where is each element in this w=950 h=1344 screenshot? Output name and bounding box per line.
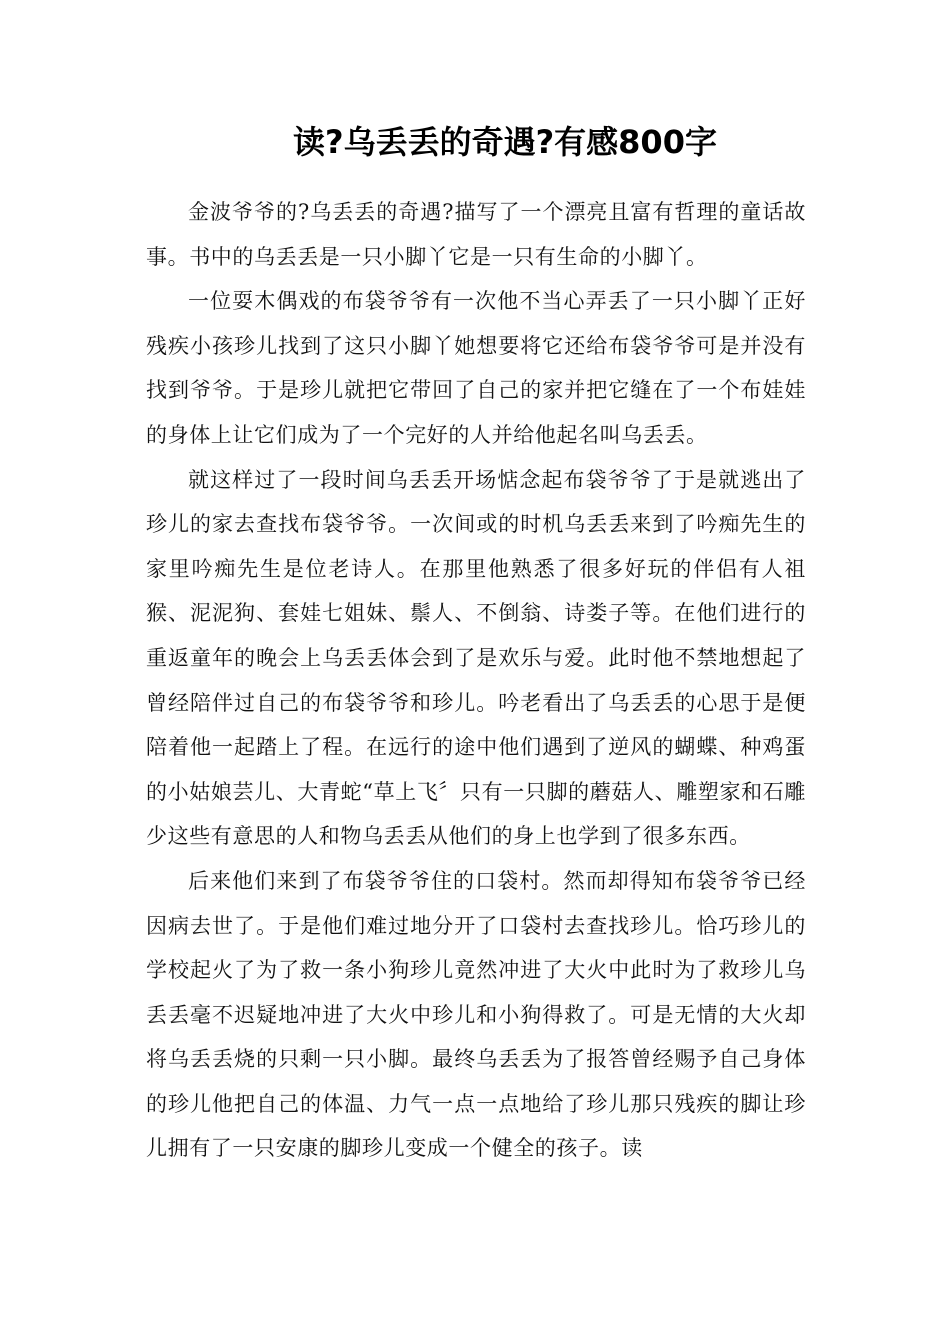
paragraph: 金波爷爷的?乌丢丢的奇遇?描写了一个漂亮且富有哲理的童话故事。书中的乌丢丢是一只小脚丫它是一只有生命的小脚丫。 [146, 200, 806, 269]
document-title: 读?乌丢丢的奇遇?有感800字 [293, 123, 717, 161]
paragraph: 就这样过了一段时间乌丢丢开场惦念起布袋爷爷了于是就逃出了珍儿的家去查找布袋爷爷。一次间或的时机乌丢丢来到了吟痴先生的家里吟痴先生是位老诗人。在那里他熟悉了很多好玩的伴侣有人祖猴、泥泥狗、套娃七姐妹、鬃人、不倒翁、诗娄子等。在他们进行的重返童年的晚会上乌丢丢体会到了是欢乐与爱。此时他不禁地想起了曾经陪伴过自己的布袋爷爷和珍儿。吟老看出了乌丢丢的心思于是便陪着他一起踏上了程。在远行的途中他们遇到了逆风的蝴蝶、种鸡蛋的小姑娘芸儿、大青蛇“草上飞〞只有一只脚的蘑菇人、雕塑家和石雕少这些有意思的人和物乌丢丢从他们的身上也学到了很多东西。 [146, 467, 806, 849]
paragraph: 一位耍木偶戏的布袋爷爷有一次他不当心弄丢了一只小脚丫正好残疾小孩珍儿找到了这只小脚丫她想要将它还给布袋爷爷可是并没有找到爷爷。于是珍儿就把它带回了自己的家并把它缝在了一个布娃娃的身体上让它们成为了一个完好的人并给他起名叫乌丢丢。 [146, 289, 806, 447]
document-body [146, 190, 806, 1171]
paragraph: 后来他们来到了布袋爷爷住的口袋村。然而却得知布袋爷爷已经因病去世了。于是他们难过地分开了口袋村去查找珍儿。恰巧珍儿的学校起火了为了救一条小狗珍儿竟然冲进了大火中此时为了救珍儿乌丢丢毫不迟疑地冲进了大火中珍儿和小狗得救了。可是无情的大火却将乌丢丢烧的只剩一只小脚。最终乌丢丢为了报答曾经赐予自己身体的珍儿他把自己的体温、力气一点一点地给了珍儿那只残疾的脚让珍儿拥有了一只安康的脚珍儿变成一个健全的孩子。读 [146, 868, 806, 1161]
